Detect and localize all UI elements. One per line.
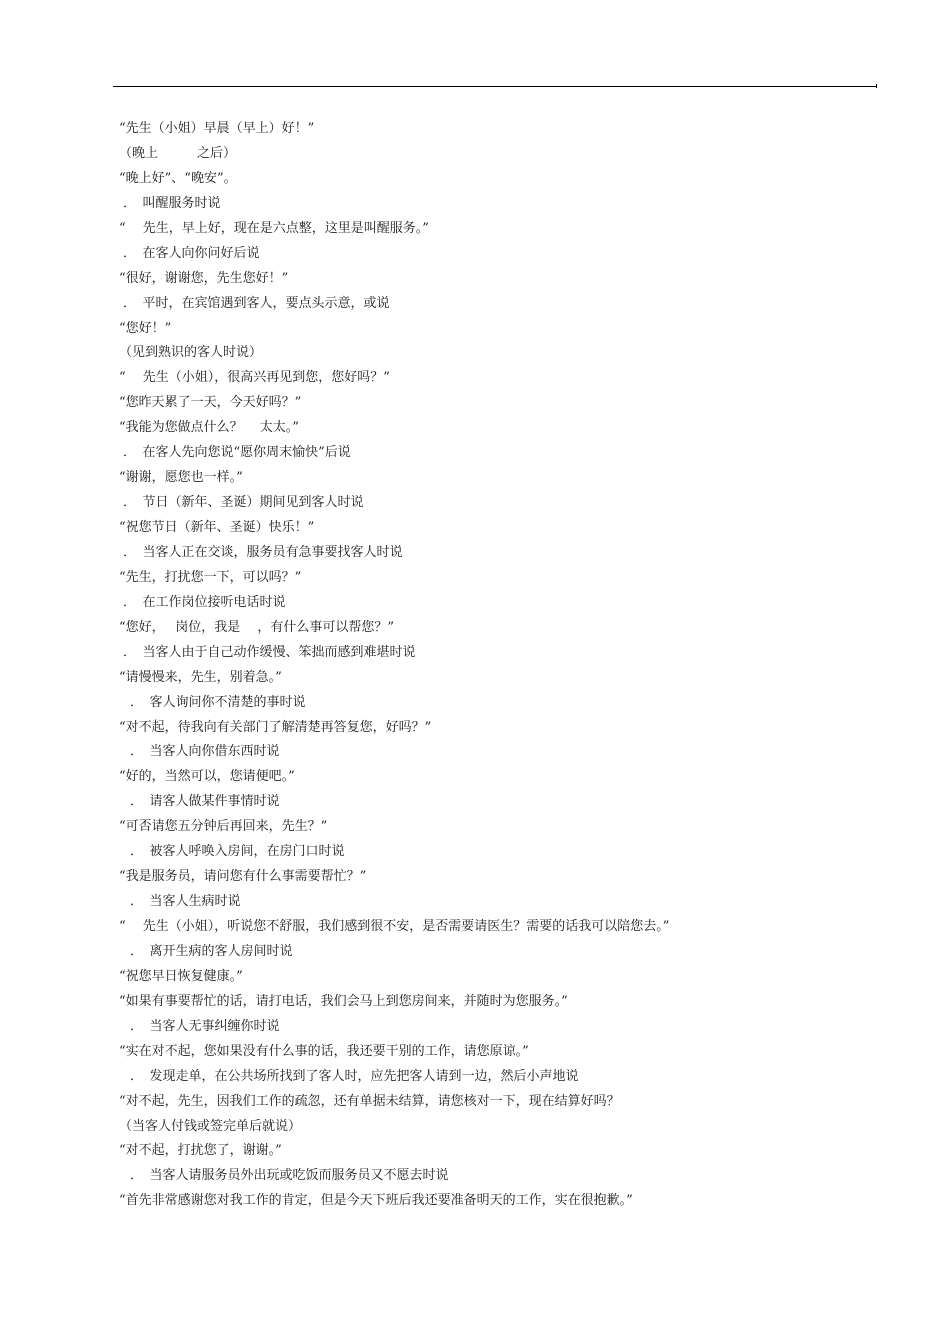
text-line: “ 先生，早上好，现在是六点整，这里是叫醒服务。” [119,220,429,236]
text-line: “对不起，打扰您了，谢谢。” [119,1143,282,1159]
text-line: “先生，打扰您一下，可以吗？” [119,569,302,585]
section-heading-line: ． 叫醒服务时说 [123,195,221,211]
text-line: “对不起，先生，因我们工作的疏忽，还有单据未结算，请您核对一下，现在结算好吗？ [119,1093,620,1109]
text-line: “ 先生（小姐），听说您不舒服，我们感到很不安，是否需要请医生？需要的话我可以陪您去。” [119,919,670,934]
text-line: “祝您早日恢复健康。” [119,968,243,984]
section-heading-line: ． 当客人无事纠缠你时说 [130,1018,280,1034]
text-line: （见到熟识的客人时说） [119,345,263,361]
section-heading-line: ． 客人询问你不清楚的事时说 [130,694,306,710]
text-line: “首先非常感谢您对我工作的肯定，但是今天下班后我还要准备明天的工作，实在很抱歉。” [119,1193,633,1209]
text-line: “ 先生（小姐），很高兴再见到您，您好吗？” [119,370,390,386]
text-line: “我能为您做点什么？ 太太。” [119,420,299,436]
text-line: “谢谢，愿您也一样。” [119,470,243,486]
text-line: “晚上好”、“晚安”。 [119,170,237,186]
header-rule [113,86,877,87]
section-heading-line: ． 离开生病的客人房间时说 [130,943,293,959]
text-line: “您好， 岗位，我是 ，有什么事可以帮您？” [119,619,395,635]
section-heading-line: ． 平时，在宾馆遇到客人，要点头示意，或说 [123,295,390,311]
section-heading-line: ． 被客人呼唤入房间，在房门口时说 [130,844,345,860]
section-heading-line: ． 当客人正在交谈，服务员有急事要找客人时说 [123,544,403,560]
text-line: “对不起，待我向有关部门了解清楚再答复您，好吗？” [119,719,432,735]
section-heading-line: ． 当客人生病时说 [130,894,241,910]
text-line: “很好，谢谢您，先生您好！” [119,270,289,286]
section-heading-line: ． 在工作岗位接听电话时说 [123,594,286,610]
text-line: “先生（小姐）早晨（早上）好！” [119,121,315,136]
text-line: “您昨天累了一天，今天好吗？” [119,395,302,411]
section-heading-line: ． 当客人请服务员外出玩或吃饭而服务员又不愿去时说 [130,1168,449,1184]
text-line: “实在对不起，您如果没有什么事的话，我还要干别的工作，请您原谅。” [119,1043,529,1059]
text-line: （晚上 之后） [119,145,237,161]
text-line: “如果有事要帮忙的话，请打电话，我们会马上到您房间来，并随时为您服务。” [119,993,568,1009]
text-line: “可否请您五分钟后再回来，先生？” [119,819,328,835]
section-heading-line: ． 当客人由于自己动作缓慢、笨拙而感到难堪时说 [123,644,416,660]
section-heading-line: ． 当客人向你借东西时说 [130,744,280,760]
text-line: “您好！” [119,320,172,336]
section-heading-line: ． 在客人向你问好后说 [123,245,260,261]
document-body [119,117,919,1214]
text-line: “祝您节日（新年、圣诞）快乐！” [119,520,315,535]
text-line: “好的，当然可以，您请便吧。” [119,769,295,785]
section-heading-line: ． 节日（新年、圣诞）期间见到客人时说 [123,495,364,511]
section-heading-line: ． 在客人先向您说“愿你周末愉快”后说 [123,445,351,461]
section-heading-line: ． 请客人做某件事情时说 [130,794,280,810]
section-heading-line: ． 发现走单，在公共场所找到了客人时，应先把客人请到一边，然后小声地说 [130,1068,579,1084]
text-line: “我是服务员，请问您有什么事需要帮忙？” [119,869,367,885]
header-rule-end-mark [876,84,877,88]
text-line: “请慢慢来，先生，别着急。” [119,669,282,685]
text-line: （当客人付钱或签完单后就说） [119,1118,302,1134]
